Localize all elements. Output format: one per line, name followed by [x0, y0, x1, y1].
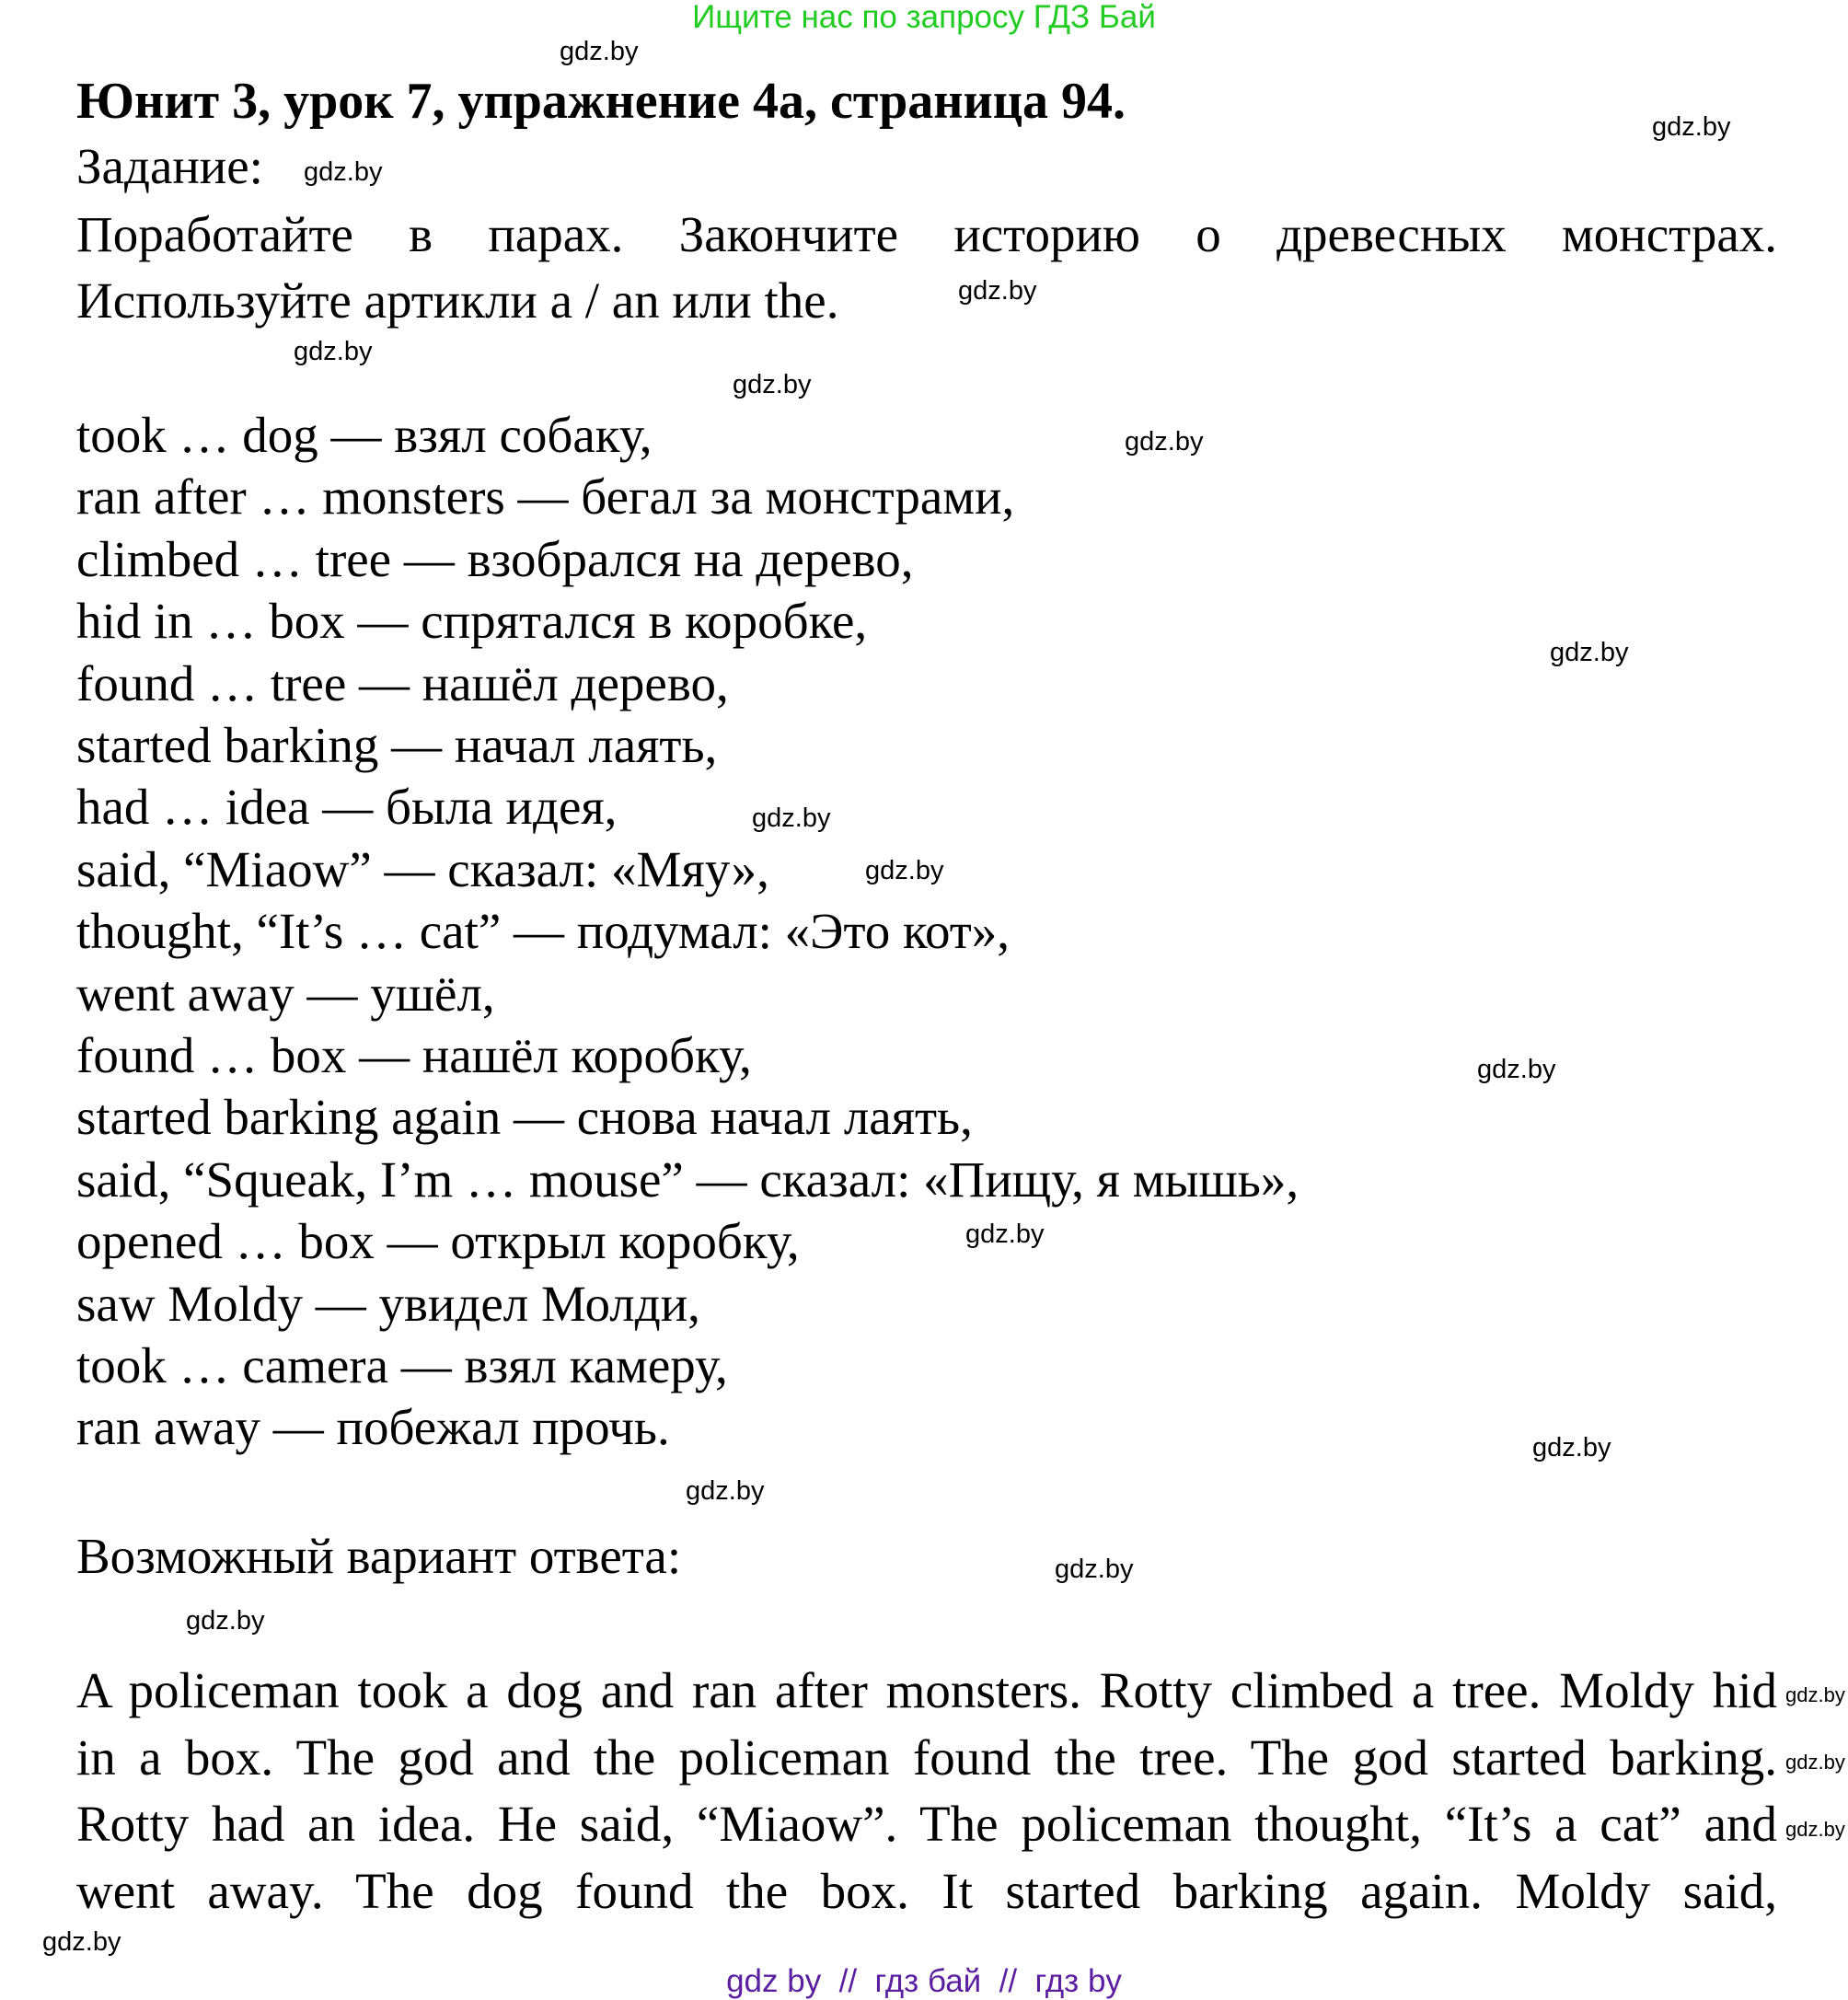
watermark-text: gdz.by: [752, 803, 831, 833]
watermark-text: gdz.by: [186, 1606, 265, 1636]
phrase-item: said, “Miaow” — сказал: «Мяу»,: [76, 840, 769, 897]
phrase-item: started barking — начал лаять,: [76, 717, 718, 773]
watermark-text: gdz.by: [1785, 1751, 1845, 1774]
answer-line: A policeman took a dog and ran after monsters. Rotty climbed a tree. Moldy hid: [76, 1662, 1777, 1718]
watermark-text: gdz.by: [304, 157, 383, 187]
answer-line: Rotty had an idea. He said, “Miaow”. The policeman thought, “It’s a cat” and: [76, 1796, 1777, 1853]
phrase-item: found … tree — нашёл дерево,: [76, 654, 729, 711]
phrase-item: had … idea — была идея,: [76, 779, 618, 836]
task-label: Задание:: [76, 138, 263, 194]
watermark-text: gdz.by: [294, 337, 373, 366]
phrase-item: climbed … tree — взобрался на дерево,: [76, 530, 914, 587]
watermark-text: gdz.by: [1532, 1433, 1611, 1462]
search-banner: Ищите нас по запросу ГДЗ Бай: [692, 0, 1156, 35]
watermark-text: gdz.by: [1550, 638, 1629, 667]
phrase-item: took … dog — взял собаку,: [76, 407, 653, 463]
phrase-item: took … camera — взял камеру,: [76, 1337, 728, 1393]
page-title: Юнит 3, урок 7, упражнение 4а, страница 94.: [76, 73, 1126, 130]
phrase-item: found … box — нашёл коробку,: [76, 1027, 752, 1083]
footer-links[interactable]: gdz by // гдз бай // гдз by: [726, 1963, 1122, 1999]
phrase-item: ran after … monsters — бегал за монстрами,: [76, 468, 1015, 526]
watermark-text: gdz.by: [42, 1927, 121, 1957]
watermark-text: gdz.by: [965, 1220, 1045, 1249]
watermark-text: gdz.by: [1055, 1555, 1134, 1584]
answer-label: Возможный вариант ответа:: [76, 1528, 682, 1584]
task-text-line: Поработайте в парах. Закончите историю о древесных монстрах.: [76, 206, 1777, 262]
answer-line: went away. The dog found the box. It started barking again. Moldy said,: [76, 1862, 1777, 1919]
phrase-item: opened … box — открыл коробку,: [76, 1213, 800, 1270]
phrase-item: hid in … box — спрятался в коробке,: [76, 593, 868, 650]
watermark-text: gdz.by: [1785, 1683, 1845, 1706]
watermark-text: gdz.by: [1785, 1818, 1845, 1841]
phrase-item: thought, “It’s … cat” — подумал: «Это кот»,: [76, 903, 1011, 960]
watermark-text: gdz.by: [1125, 427, 1204, 457]
phrase-item: started barking again — снова начал лаять,: [76, 1089, 973, 1146]
watermark-text: gdz.by: [1477, 1055, 1556, 1084]
watermark-text: gdz.by: [733, 370, 812, 399]
phrase-item: ran away — побежал прочь.: [76, 1399, 670, 1456]
phrase-item: saw Moldy — увидел Молди,: [76, 1275, 700, 1332]
phrase-item: went away — ушёл,: [76, 965, 495, 1022]
watermark-text: gdz.by: [560, 37, 639, 66]
task-text-line: Используйте артикли a / an или the.: [76, 272, 839, 329]
watermark-text: gdz.by: [686, 1476, 765, 1506]
answer-line: in a box. The god and the policeman found the tree. The god started barking.: [76, 1728, 1777, 1786]
phrase-item: said, “Squeak, I’m … mouse” — сказал: «Пищу, я мышь»,: [76, 1150, 1299, 1208]
watermark-text: gdz.by: [1652, 112, 1731, 142]
watermark-text: gdz.by: [958, 276, 1037, 306]
watermark-text: gdz.by: [865, 856, 944, 885]
